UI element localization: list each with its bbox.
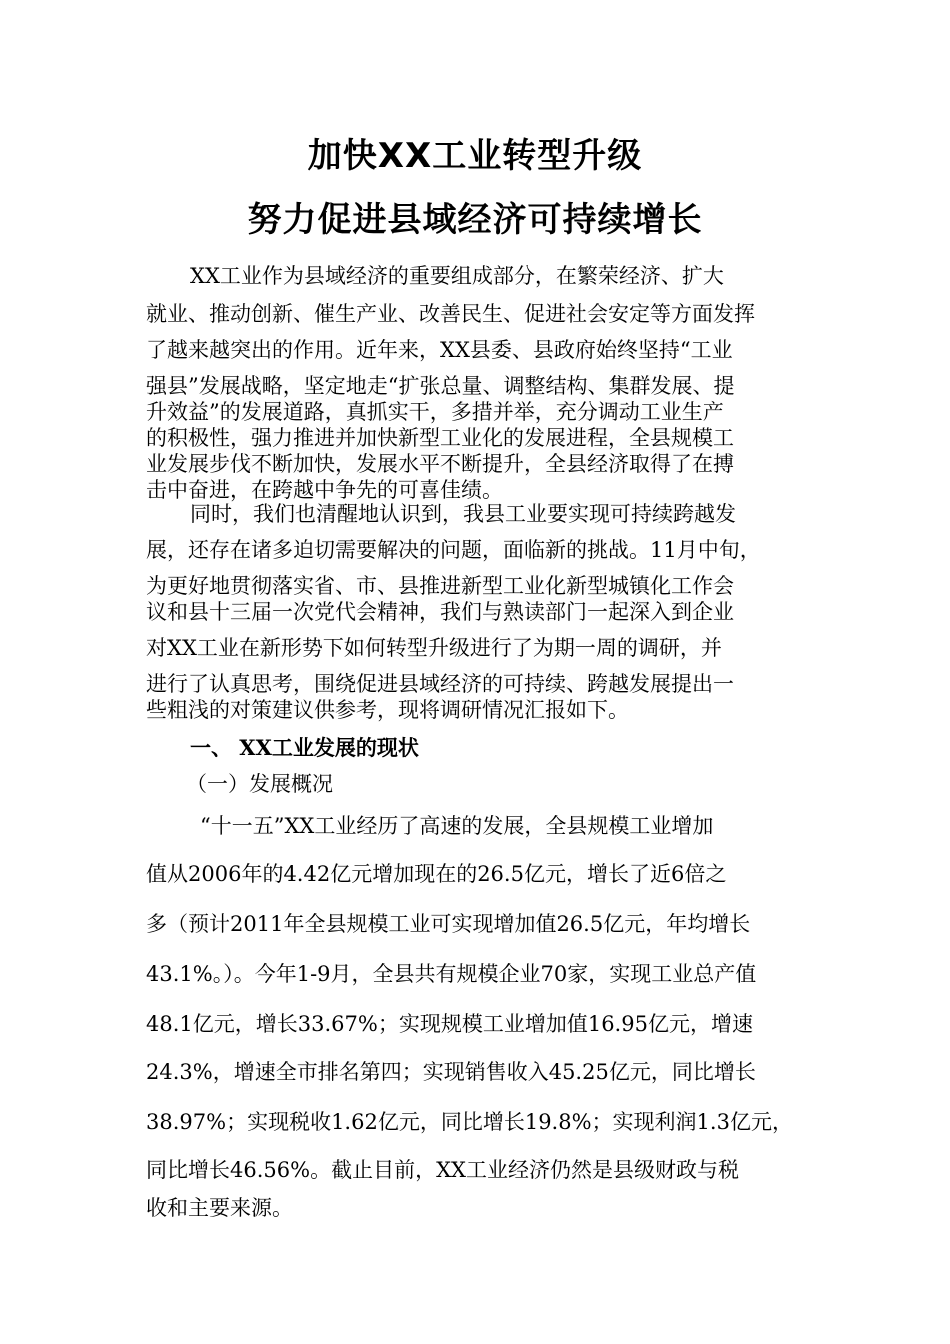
- paragraph-1-line: 升效益”的发展道路，真抓实干，多措并举，充分调动工业生产: [146, 400, 724, 424]
- paragraph-3-line: 值从2006年的4.42亿元增加现在的26.5亿元，增长了近6倍之: [146, 862, 727, 886]
- paragraph-3-line: 多（预计2011年全县规模工业可实现增加值26.5亿元，年均增长: [146, 912, 751, 936]
- paragraph-3-line: 43.1%。）。今年1-9月，全县共有规模企业70家，实现工业总产值: [146, 962, 757, 986]
- paragraph-3-line: 24.3%，增速全市排名第四；实现销售收入45.25亿元，同比增长: [146, 1060, 756, 1084]
- paragraph-1-line: 了越来越突出的作用。近年来，XX县委、县政府始终坚持“工业: [146, 338, 733, 362]
- section-1-heading: 一、 XX工业发展的现状: [190, 735, 419, 760]
- subsection-1-heading: （一）发展概况: [186, 772, 333, 796]
- paragraph-1-line: 业发展步伐不断加快，发展水平不断提升，全县经济取得了在搏: [146, 452, 734, 476]
- paragraph-2-line: 展，还存在诸多迫切需要解决的问题，面临新的挑战。11月中旬，: [146, 538, 761, 562]
- paragraph-2-line: 进行了认真思考，围绕促进县域经济的可持续、跨越发展提出一: [146, 672, 734, 696]
- paragraph-2-line: 同时，我们也清醒地认识到，我县工业要实现可持续跨越发: [190, 502, 736, 526]
- paragraph-3-line: 48.1亿元，增长33.67%；实现规模工业增加值16.95亿元，增速: [146, 1012, 753, 1036]
- paragraph-1-line: 就业、推动创新、催生产业、改善民生、促进社会安定等方面发挥: [146, 302, 755, 326]
- paragraph-3-line: 收和主要来源。: [146, 1196, 293, 1220]
- title-line-2: 努力促进县域经济可持续增长: [247, 200, 703, 240]
- paragraph-2-line: 对XX工业在新形势下如何转型升级进行了为期一周的调研，并: [146, 636, 722, 660]
- paragraph-1-line: XX工业作为县域经济的重要组成部分，在繁荣经济、扩大: [190, 264, 724, 288]
- paragraph-2-line: 议和县十三届一次党代会精神，我们与熟读部门一起深入到企业: [146, 600, 734, 624]
- paragraph-1-line: 强县”发展战略，坚定地走“扩张总量、调整结构、集群发展、提: [146, 374, 735, 398]
- title-line-1: 加快XX工业转型升级: [307, 136, 643, 176]
- paragraph-2-line: 些粗浅的对策建议供参考，现将调研情况汇报如下。: [146, 698, 629, 722]
- paragraph-1-line: 的积极性，强力推进并加快新型工业化的发展进程，全县规模工: [146, 426, 734, 450]
- paragraph-1-line: 击中奋进，在跨越中争先的可喜佳绩。: [146, 478, 503, 502]
- paragraph-3-line: 同比增长46.56%。截止目前，XX工业经济仍然是县级财政与税: [146, 1158, 739, 1182]
- paragraph-2-line: 为更好地贯彻落实省、市、县推进新型工业化新型城镇化工作会: [146, 574, 734, 598]
- paragraph-3-line: 38.97%；实现税收1.62亿元，同比增长19.8%；实现利润1.3亿元，: [146, 1110, 793, 1134]
- paragraph-3-line: “十一五”XX工业经历了高速的发展，全县规模工业增加: [200, 814, 714, 838]
